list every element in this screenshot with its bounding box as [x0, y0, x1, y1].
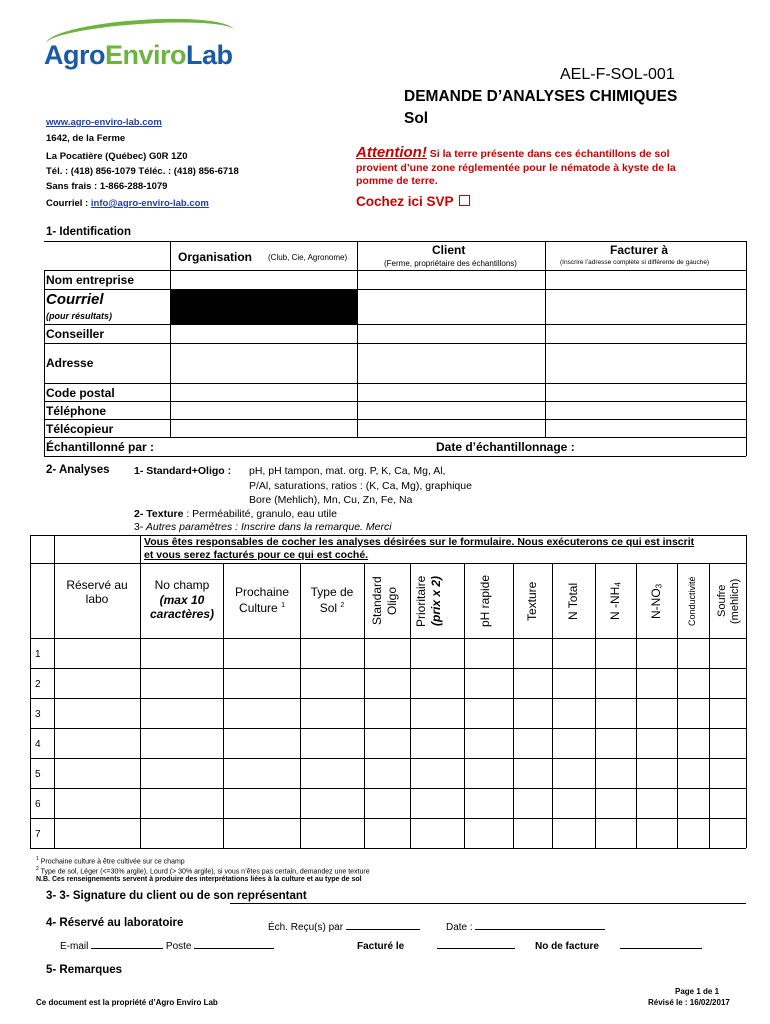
section-analyses: 2- Analyses	[46, 464, 110, 476]
logo-text-agro: Agro	[44, 40, 105, 70]
standard-line2: P/Al, saturations, ratios : (K, Ca, Mg), graphique	[249, 480, 472, 492]
company-phone: Tél. : (418) 856-1079 Téléc. : (418) 856-6718	[46, 166, 239, 177]
col-reserve: Réservé au labo	[66, 578, 128, 606]
col-type-sol: Type de Sol $^2$	[310, 585, 354, 615]
footnote-1: $^1$ Prochaine culture à être cultivée sur ce champ	[36, 856, 185, 866]
form-subtitle: Sol	[404, 110, 429, 127]
lab-facture-line: Facturé le	[357, 938, 515, 952]
label-code-postal: Code postal	[46, 386, 115, 400]
footer-page: Page 1 de 1	[675, 987, 720, 996]
company-city: La Pocatière (Québec) G0R 1Z0	[46, 151, 188, 162]
col-texture: Texture	[525, 581, 539, 621]
label-conseiller: Conseiller	[46, 327, 105, 341]
texture-line: 2- Texture : Perméabilité, granulo, eau utile	[134, 508, 337, 520]
section-remarques: 5- Remarques	[46, 964, 123, 976]
row-number: 5	[35, 769, 41, 780]
label-date-echantillonnage: Date d’échantillonnage :	[436, 440, 575, 454]
logo-text-lab: Lab	[186, 40, 233, 70]
label-adresse: Adresse	[46, 356, 94, 370]
col-prochaine-culture: Prochaine Culture $^1$	[234, 585, 290, 615]
email-label: Courriel :	[46, 198, 91, 209]
footer-owner: Ce document est la propriété d’Agro Enviro Lab	[36, 998, 218, 1007]
label-echantillonne: Échantillonné par :	[46, 440, 155, 454]
row-number: 7	[35, 829, 41, 840]
logo-text-enviro: Enviro	[105, 40, 187, 70]
client-label: Client	[432, 243, 466, 257]
autres-line: 3- Autres paramètres : Inscrire dans la remarque. Merci	[134, 521, 392, 533]
email-link[interactable]: info@agro-enviro-lab.com	[90, 198, 209, 209]
col-prioritaire: Prioritaire (prix x 2)	[414, 575, 443, 627]
footnote-2: $^2$ Type de sol, Léger (<=30% argile), Lourd (> 30% argile), si vous n’êtes pas certain, demandez une texture	[36, 866, 370, 876]
standard-line3: Bore (Mehlich), Mn, Cu, Zn, Fe, Na	[249, 494, 413, 506]
label-nom-entreprise: Nom entreprise	[46, 273, 135, 287]
notice-line1: Vous êtes responsables de cocher les analyses désirées sur le formulaire. Nous exécuterons ce qui est inscrit	[144, 536, 695, 548]
standard-line1: pH, pH tampon, mat. org. P, K, Ca, Mg, Al,	[249, 465, 446, 477]
lab-email-line: E-mail Poste	[60, 938, 274, 952]
footer-revise: Révisé le : 16/02/2017	[648, 998, 730, 1007]
form-code: AEL-F-SOL-001	[560, 66, 675, 83]
client-hint: (Ferme, propriétaire des échantillons)	[384, 259, 517, 268]
label-courriel-hint: (pour résultats)	[46, 311, 113, 321]
col-conductivite: Conductivité	[687, 576, 697, 626]
col-n-total: N Total	[566, 582, 580, 620]
website-link[interactable]: www.agro-enviro-lab.com	[46, 117, 162, 128]
attention-notice	[356, 146, 706, 189]
label-telecopieur: Télécopieur	[46, 422, 114, 436]
label-telephone: Téléphone	[46, 404, 107, 418]
form-title: DEMANDE D’ANALYSES CHIMIQUES	[404, 88, 678, 105]
col-n-no3: $N-NO_3$	[649, 583, 664, 619]
org-hint: (Club, Cie, Agronome)	[268, 253, 348, 262]
col-n-nh4: N $-NH_4$	[608, 582, 623, 620]
nematode-check	[356, 194, 470, 209]
bill-label: Facturer à	[610, 243, 669, 257]
col-soufre: Soufre (mehlich)	[716, 578, 741, 624]
row-number: 2	[35, 679, 41, 690]
col-nochamp: No champ (max 10 caractères)	[149, 578, 215, 621]
section-lab: 4- Réservé au laboratoire	[46, 917, 184, 929]
cochez-label: Cochez ici SVP	[356, 194, 454, 209]
col-standard-oligo: Standard Oligo	[370, 576, 399, 626]
signature-line	[230, 903, 746, 904]
company-tollfree: Sans frais : 1-866-288-1079	[46, 181, 168, 192]
row-number: 3	[35, 709, 41, 720]
lab-date-line: Date :	[446, 919, 605, 933]
company-email-line	[46, 198, 209, 209]
row-number: 1	[35, 649, 41, 660]
row-number: 6	[35, 799, 41, 810]
attention-text: Si la terre présente dans ces échantillons de sol provient d’une zone réglementée pour le nématode à kyste de la pomme de terre.	[356, 148, 676, 187]
row-number: 4	[35, 739, 41, 750]
lab-nofacture-line: No de facture	[535, 938, 702, 952]
lab-ech-line: Éch. Reçu(s) par	[268, 919, 420, 933]
org-label: Organisation	[178, 250, 253, 264]
company-street: 1642, de la Ferme	[46, 133, 126, 144]
nematode-checkbox[interactable]	[459, 195, 470, 206]
notice-line2: et vous serez facturés pour ce qui est coché.	[144, 549, 369, 561]
standard-label: 1- Standard+Oligo :	[134, 465, 232, 477]
section-signature: 3- 3- Signature du client ou de son représentant	[46, 890, 307, 902]
attention-label: Attention!	[356, 144, 427, 161]
company-logo	[44, 20, 234, 80]
bill-hint: (Inscrire l’adresse complète si différente de gauche)	[560, 259, 710, 266]
label-courriel: Courriel	[46, 291, 104, 308]
footnote-nb: N.B. Ces renseignements servent à produire des interprétations liées à la culture et au type de sol	[36, 876, 362, 883]
col-ph-rapide: pH rapide	[478, 574, 492, 628]
section-identification: 1- Identification	[46, 226, 131, 238]
courriel-org-field[interactable]	[170, 290, 357, 324]
